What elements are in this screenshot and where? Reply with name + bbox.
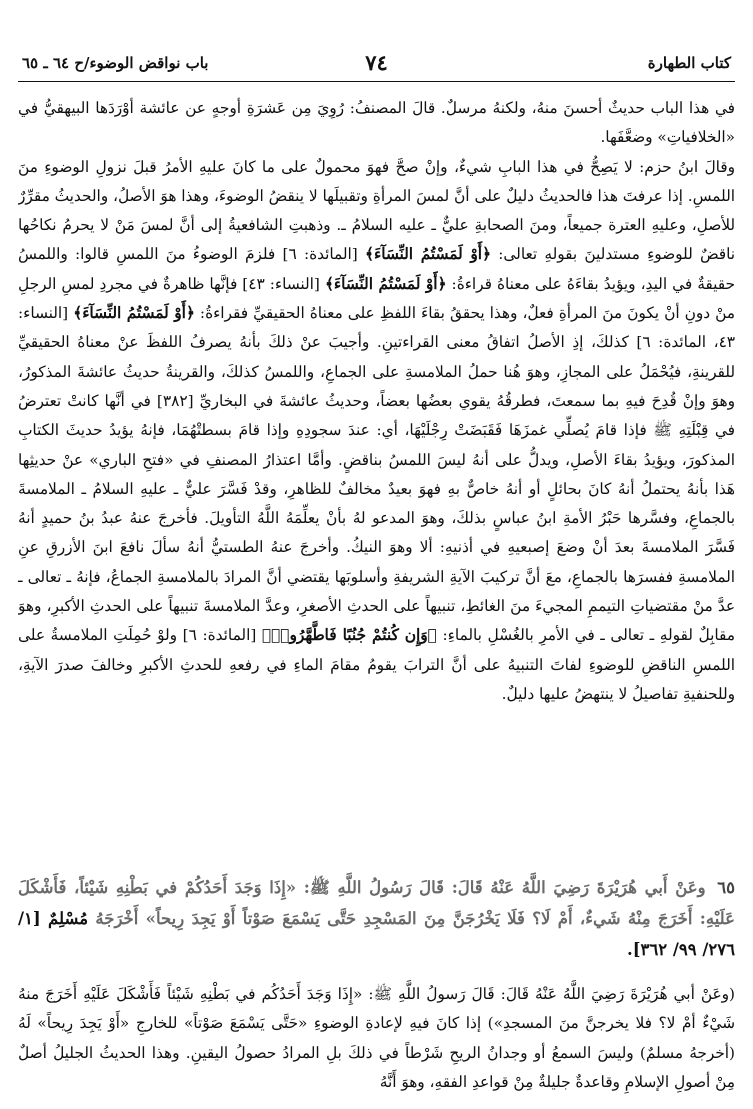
paragraph-2 — [18, 153, 735, 710]
hadith-block — [18, 872, 735, 965]
paragraph-2-part-a: وقالَ ابنُ حزم: لا يَصِحُّ في هذا البابِ شيءٌ، وإنْ صحَّ فهوَ محمولٌ على ما كانَ عليهِ الأمرُ قبلَ نزولِ الوضوءِ منَ اللمسِ. إذا عرفتَ هذا فالحديثُ دليلٌ على أنَّ لمسَ المرأةِ وتقبيلَها لا ينقضُ الوضوءَ، وهذا هوَ الأصلُ، والحديثُ مقرِّرٌ للأصلِ، وعليهِ العترة جميعاً، ومنَ الصحابةِ عليٌّ ـ عليه السلامُ ـ. وذهبتِ الشافعيةُ إلى أنَّ لمسَ مَنْ لا يحرمُ نكاحُها ناقضٌ للوضوءِ مستدلينَ بقولهِ تعالى: — [18, 157, 735, 264]
quran-quote-4: ﴿وَإِن كُنتُمْ جُنُبًا فَاطَّهَّرُوا۟﴾ — [261, 626, 437, 645]
commentary-block — [18, 980, 735, 1097]
quran-quote-1: ﴿أَوْ لَمَسْتُمُ النِّسَآءَ﴾ — [365, 245, 492, 264]
paragraph-2-part-d: [النساء: ٤٣، المائدة: ٦] كذلكَ، إذِ الأصلُ اتفاقُ معنى القراءتينِ. وأجيبَ عنْ ذلكَ بأنهُ يصرفُ اللفظَ عنْ معناهُ الحقيقيِّ للقرينةِ، فيُحْمَلُ على المجازِ، وهوَ هُنا حملُ الملامسةِ على الجماعِ، واللمسُ كذلكَ، والقرينةُ حديثُ عائشةَ المذكورُ، وهوَ وإنْ قُدِحَ فيهِ بما سمعتَ، فطرقُهُ يقوي بعضُها بعضاً، وحديثُ عائشةَ في البخاريِّ [٣٨٢] في أنَّها كانتْ تعترضُ في قِبْلَتِهِ ﷺ فإذا قامَ يُصلِّي غمزَهَا فَقَبَضَتْ رِجْلَيْهَا، أي: عندَ سجودِهِ وإذا قامَ بسطتْهُمَا، فإنهُ يؤيدُ حديثَ الكتابِ المذكورَ، ويؤيدُ بقاءَ الأصلِ، ويدلُّ على أنهُ ليسَ اللمسُ بناقضٍ. وأمَّا اعتذارُ المصنفِ في «فتحِ الباري» عنْ حديثِها هَذا بأنهُ يحتملُ أنهُ كانَ بحائلٍ أو أنهُ خاصٌّ بهِ فهوَ بعيدٌ مخالفٌ للظاهرِ، وقدْ فَسَّرَ عليٌّ ـ عليهِ السلامُ ـ الملامسةَ بالجماعِ، وفسَّرها حَبْرُ الأمةِ ابنُ عباسٍ بذلكَ، وهوَ المدعو لهُ بأنْ يعلِّمَهُ اللَّهُ التأويلَ. فأخرجَ عنهُ عبدُ بنُ حميدٍ أنهُ فَسَّرَ الملامسةَ بعدَ أنْ وضعَ إصبعيهِ في أذنيهِ: ألا وهوَ النيكُ. وأخرجَ عنهُ الطستيُّ أنهُ سألَ نافعَ ابنَ الأزرقِ عنِ الملامسةِ ففسرَها بالجماعِ، معَ أنَّ تركيبَ الآيةِ الشريفةِ وأسلوبَها يقتضي أنَّ المرادَ بالملامسةِ الجماعُ، فإنهُ ـ تعالى ـ عدَّ منْ مقتضياتِ التيممِ المجيءَ منَ الغائطِ، تنبيهاً على الحدثِ الأصغرِ، وعدَّ الملامسةَ تنبيهاً على الحدثِ الأكبرِ، وهوَ مقابِلٌ لقولهِ ـ تعالى ـ في الأمرِ بالغُسْلِ بالماءِ: — [18, 304, 735, 645]
hadith-text-main: وعَنْ أَبي هُرَيْرَةَ رَضِيَ اللَّهُ عَنْهُ قَالَ: قَالَ رَسُولُ اللَّهِ ﷺ: «إِذَا وَجَدَ أَحَدُكُمْ في بَطْنِهِ شَيْئاً، فَأَشْكَلَ عَلَيْهِ: أَخَرَجَ مِنْهُ شَيءٌ، أَمْ لَا؟ فَلَا يَخْرُجَنَّ مِنَ المَسْجِدِ حَتَّى يَسْمَعَ صَوْتاً أَوْ يَجِدَ رِيحاً» أَخْرَجَهُ — [18, 878, 735, 928]
page-number: ٧٤ — [365, 50, 388, 75]
hadith-source: مُسْلِمٌ [١/ ٢٧٦/ ٩٩/ ٣٦٢]. — [18, 909, 735, 959]
paragraph-1: في هذا الباب حديثٌ أحسنَ منهُ، ولكنهُ مرسلٌ. قالَ المصنفُ: رُوِيَ مِن عَشرَةِ أوجهٍ عن عائشة أوْرَدَها البيهقيُّ في «الخلافياتِ» وضعَّفَها. — [18, 99, 735, 147]
paragraph-2-part-e: [المائدة: ٦] ولوْ حُمِلَتِ الملامسةُ على اللمسِ الناقضِ للوضوءِ لفاتَ التنبيهُ على أنَّ الترابَ يقومُ مقامَ الماءِ في رفعهِ للحدثِ الأكبرِ وخالفَ صدرَ الآيةِ، وللحنفيةِ تفاصيلُ لا ينتهضُ عليها دليلٌ. — [18, 626, 735, 703]
paragraph-2-part-b: [المائدة: ٦] فلزمَ الوضوءُ منَ اللمسِ قالوا: واللمسُ حقيقةٌ في اليدِ، ويؤيدُ بقاءَهُ على معناهُ قراءةُ: — [18, 245, 735, 293]
quran-quote-3: ﴿أَوْ لَمَسْتُمُ النِّسَآءَ﴾ — [73, 304, 195, 323]
quran-quote-2: ﴿أَوْ لَمَسْتُمُ النِّسَآءَ﴾ — [324, 274, 447, 293]
page-header — [18, 48, 735, 82]
hadith-text — [18, 872, 735, 965]
book-page — [18, 48, 735, 1098]
paragraph-2-part-c: [النساء: ٤٣] فإنَّها ظاهرةٌ في مجردِ لمسِ الرجلِ منْ دونِ أنْ يكونَ منَ المرأةِ فعلٌ، وهذا يحققُ بقاءَ اللفظِ على معناهُ الحقيقيِّ فقراءةُ: — [18, 274, 735, 323]
hadith-number: ٦٥ — [717, 878, 735, 897]
commentary-text: (وعَنْ أبي هُرَيْرَةَ رَضِيَ اللَّهُ عَنْهُ قَالَ: قَالَ رَسولُ اللَّهِ ﷺ: «إِذَا وَجَدَ أَحَدُكُم في بَطْنِهِ شَيْئاً فَأَشْكَلَ عَلَيْهِ أَخَرَجَ منهُ شَيْءٌ أمْ لا؟ فلا يخرجنَّ منَ المسجدِ») إذا كانَ فيهِ لإعادةِ الوضوءِ «حَتَّى يَسْمَعَ صَوْتاً» للخارجِ «أَوْ يَجِدَ رِيحاً» لَهُ (أخرجهُ مسلمٌ) وليسَ السمعُ أو وجدانُ الريحِ شَرْطاً في ذلكَ بلِ المرادُ حصولُ اليقينِ. وهذا الحديثُ الجليلُ أصلٌ مِنْ أصولِ الإسلامِ وقاعدةٌ جليلةٌ مِنْ قواعدِ الفقهِ، وهوَ أَنَّهُ — [18, 985, 735, 1091]
book-title: كتاب الطهارة — [647, 54, 731, 72]
main-text — [18, 94, 735, 709]
chapter-title: باب نواقض الوضوء/ح ٦٤ ـ ٦٥ — [22, 54, 209, 72]
